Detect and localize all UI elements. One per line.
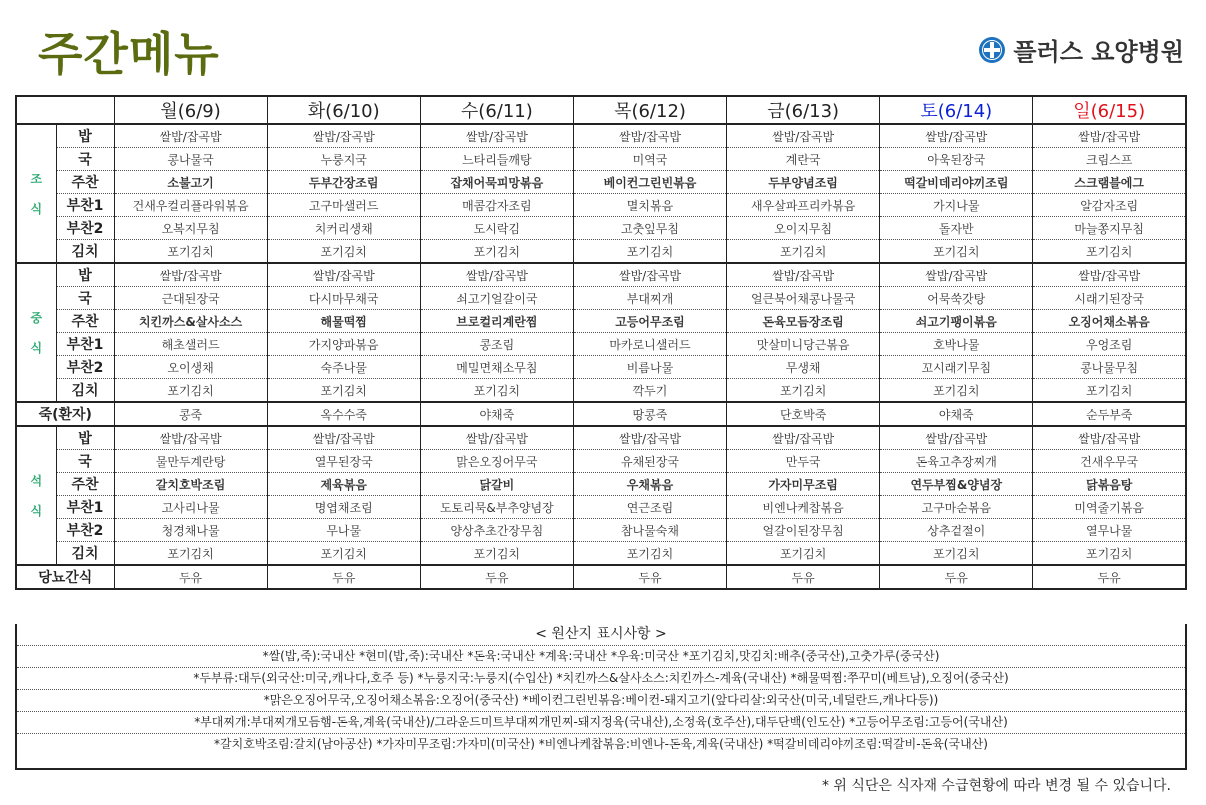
dish-cell: 포기김치 [420,240,573,264]
dish-cell: 쌀밥/잡곡밥 [114,263,267,287]
dish-cell: 새우살파프리카볶음 [727,194,880,217]
dish-cell: 쌀밥/잡곡밥 [267,426,420,450]
dish-cell: 도시락김 [420,217,573,240]
dish-cell: 치커리생채 [267,217,420,240]
dish-cell: 마늘쫑지무침 [1033,217,1186,240]
dish-cell: 쌀밥/잡곡밥 [267,124,420,148]
dish-cell: 맛살미니당근볶음 [727,333,880,356]
dish-cell: 포기김치 [114,379,267,403]
origin-line: *쌀(밥,죽):국내산 *현미(밥,죽):국내산 *돈육:국내산 *계육:국내산 *우육:미국산 *포기김치,맛김치:배추(중국산),고춧가루(중국산) [17,646,1185,668]
dish-cell: 명엽채조림 [267,496,420,519]
dish-cell: 포기김치 [114,542,267,566]
menu-row [16,333,1186,356]
dish-cell: 메밀면채소무침 [420,356,573,379]
menu-row [16,496,1186,519]
dish-cell: 쌀밥/잡곡밥 [1033,124,1186,148]
dish-cell: 해초샐러드 [114,333,267,356]
dish-cell: 누룽지국 [267,148,420,171]
menu-row [16,148,1186,171]
meal-label-char: 조 [30,171,43,186]
dish-cell: 쇠고기팽이볶음 [880,310,1033,333]
dish-cell: 고등어무조림 [573,310,726,333]
day-header: 월(6/9) [114,96,267,124]
dish-cell: 미역줄기볶음 [1033,496,1186,519]
dish-cell: 순두부죽 [1033,402,1186,426]
weekly-menu-table [15,95,1187,590]
dish-cell: 연근조림 [573,496,726,519]
dish-cell: 비름나물 [573,356,726,379]
hospital-brand [979,32,1184,67]
dish-cell: 콩나물무침 [1033,356,1186,379]
dish-cell: 두유 [1033,565,1186,589]
dish-cell: 청경채나물 [114,519,267,542]
dish-cell: 땅콩죽 [573,402,726,426]
dish-cell: 해물떡찜 [267,310,420,333]
dish-cell: 두유 [727,565,880,589]
dish-cell: 무생채 [727,356,880,379]
meal-label-char: 중 [30,310,43,325]
category-label: 부찬1 [56,333,114,356]
dish-cell: 갈치호박조림 [114,473,267,496]
dish-cell: 참나물숙채 [573,519,726,542]
category-label: 국 [56,450,114,473]
origin-heading: < 원산지 표시사항 > [17,624,1185,646]
dish-cell: 오징어채소볶음 [1033,310,1186,333]
dish-cell: 느타리들깨탕 [420,148,573,171]
menu-row [16,402,1186,426]
dish-cell: 스크램블에그 [1033,171,1186,194]
meal-label [16,263,56,402]
dish-cell: 포기김치 [1033,379,1186,403]
dish-cell: 두유 [114,565,267,589]
dish-cell: 쌀밥/잡곡밥 [727,263,880,287]
meal-label-char: 식 [30,201,43,216]
dish-cell: 마카로니샐러드 [573,333,726,356]
category-label: 밥 [56,263,114,287]
dish-cell: 두유 [267,565,420,589]
dish-cell: 잡채어묵피망볶음 [420,171,573,194]
category-label: 부찬2 [56,519,114,542]
menu-row [16,240,1186,264]
category-label: 밥 [56,124,114,148]
dish-cell: 쌀밥/잡곡밥 [114,426,267,450]
dish-cell: 매콤감자조림 [420,194,573,217]
dish-cell: 쌀밥/잡곡밥 [573,263,726,287]
origin-line: *두부류:대두(외국산:미국,캐나다,호주 등) *누룽지국:누룽지(수입산) *치킨까스&살사소스:치킨까스-계육(국내산) *해물떡찜:쭈꾸미(베트남),오징어(중국산) [17,668,1185,690]
dish-cell: 포기김치 [880,240,1033,264]
day-header: 일(6/15) [1033,96,1186,124]
menu-row [16,426,1186,450]
dish-cell: 맑은오징어무국 [420,450,573,473]
category-label: 주찬 [56,171,114,194]
dish-cell: 계란국 [727,148,880,171]
header-corner [16,96,114,124]
category-label: 주찬 [56,310,114,333]
category-label: 김치 [56,379,114,403]
category-label: 당뇨간식 [16,565,114,589]
dish-cell: 쌀밥/잡곡밥 [880,124,1033,148]
menu-row [16,287,1186,310]
dish-cell: 우채볶음 [573,473,726,496]
dish-cell: 치킨까스&살사소스 [114,310,267,333]
dish-cell: 쌀밥/잡곡밥 [727,124,880,148]
meal-label-char: 석 [30,473,43,488]
dish-cell: 브로컬리계란찜 [420,310,573,333]
dish-cell: 포기김치 [573,542,726,566]
dish-cell: 숙주나물 [267,356,420,379]
day-header: 목(6/12) [573,96,726,124]
dish-cell: 고구마순볶음 [880,496,1033,519]
dish-cell: 다시마무채국 [267,287,420,310]
dish-cell: 멸치볶음 [573,194,726,217]
menu-row [16,542,1186,566]
dish-cell: 베이컨그린빈볶음 [573,171,726,194]
category-label: 김치 [56,240,114,264]
dish-cell: 비엔나케찹볶음 [727,496,880,519]
dish-cell: 쌀밥/잡곡밥 [727,426,880,450]
dish-cell: 도토리묵&부추양념장 [420,496,573,519]
dish-cell: 닭갈비 [420,473,573,496]
category-label: 부찬2 [56,356,114,379]
dish-cell: 쌀밥/잡곡밥 [573,426,726,450]
dish-cell: 근대된장국 [114,287,267,310]
dish-cell: 포기김치 [573,240,726,264]
menu-row [16,194,1186,217]
meal-label [16,124,56,263]
dish-cell: 깍두기 [573,379,726,403]
menu-row [16,124,1186,148]
dish-cell: 포기김치 [1033,240,1186,264]
dish-cell: 포기김치 [267,240,420,264]
dish-cell: 야채죽 [880,402,1033,426]
dish-cell: 꼬시래기무침 [880,356,1033,379]
day-header: 화(6/10) [267,96,420,124]
dish-cell: 돈육고추장찌개 [880,450,1033,473]
day-header-row [16,96,1186,124]
footnote: * 위 식단은 식자재 수급현황에 따라 변경 될 수 있습니다. [821,778,1171,794]
category-label: 부찬1 [56,496,114,519]
dish-cell: 쌀밥/잡곡밥 [420,124,573,148]
origin-line: *갈치호박조림:갈치(남아공산) *가자미무조림:가자미(미국산) *비엔나케찹볶음:비엔나-돈육,계육(국내산) *떡갈비데리야끼조림:떡갈비-돈육(국내산) [214,737,988,751]
brand-name: 플러스 요양병원 [1013,38,1184,66]
dish-cell: 가자미무조림 [727,473,880,496]
category-label: 김치 [56,542,114,566]
dish-cell: 오이지무침 [727,217,880,240]
dish-cell: 돌자반 [880,217,1033,240]
dish-cell: 물만두계란탕 [114,450,267,473]
dish-cell: 포기김치 [420,542,573,566]
category-label: 국 [56,148,114,171]
dish-cell: 닭볶음탕 [1033,473,1186,496]
dish-cell: 유채된장국 [573,450,726,473]
dish-cell: 포기김치 [727,542,880,566]
dish-cell: 알감자조림 [1033,194,1186,217]
dish-cell: 건새우컬리플라워볶음 [114,194,267,217]
dish-cell: 쇠고기얼갈이국 [420,287,573,310]
dish-cell: 포기김치 [880,379,1033,403]
dish-cell: 야채죽 [420,402,573,426]
page-title: 주간메뉴 [38,27,220,81]
category-label: 국 [56,287,114,310]
meal-label [16,426,56,565]
dish-cell: 건새우무국 [1033,450,1186,473]
dish-cell: 얼큰북어채콩나물국 [727,287,880,310]
day-header: 토(6/14) [880,96,1033,124]
dish-cell: 두유 [420,565,573,589]
dish-cell: 제육볶음 [267,473,420,496]
dish-cell: 두유 [573,565,726,589]
dish-cell: 가지나물 [880,194,1033,217]
dish-cell: 양상추초간장무침 [420,519,573,542]
dish-cell: 얼갈이된장무침 [727,519,880,542]
dish-cell: 포기김치 [420,379,573,403]
dish-cell: 시래기된장국 [1033,287,1186,310]
dish-cell: 두부간장조림 [267,171,420,194]
dish-cell: 콩나물국 [114,148,267,171]
dish-cell: 아욱된장국 [880,148,1033,171]
dish-cell: 쌀밥/잡곡밥 [267,263,420,287]
category-label: 주찬 [56,473,114,496]
dish-cell: 상추겉절이 [880,519,1033,542]
dish-cell: 포기김치 [1033,542,1186,566]
origin-line: *맑은오징어무국,오징어채소볶음:오징어(중국산) *베이컨그린빈볶음:베이컨-돼지고기(앞다리살:외국산(미국,네덜란드,캐나다등)) [17,690,1185,712]
menu-row [16,263,1186,287]
dish-cell: 부대찌개 [573,287,726,310]
day-header: 수(6/11) [420,96,573,124]
category-label: 죽(환자) [16,402,114,426]
menu-row [16,379,1186,403]
origin-notice [15,624,1187,770]
cross-circle-icon [979,37,1005,63]
menu-row [16,310,1186,333]
dish-cell: 소불고기 [114,171,267,194]
dish-cell: 어묵쑥갓탕 [880,287,1033,310]
dish-cell: 포기김치 [267,379,420,403]
dish-cell: 고춧잎무침 [573,217,726,240]
dish-cell: 포기김치 [114,240,267,264]
dish-cell: 포기김치 [267,542,420,566]
dish-cell: 두부양념조림 [727,171,880,194]
dish-cell: 콩죽 [114,402,267,426]
dish-cell: 떡갈비데리야끼조림 [880,171,1033,194]
dish-cell: 쌀밥/잡곡밥 [880,263,1033,287]
dish-cell: 쌀밥/잡곡밥 [1033,426,1186,450]
dish-cell: 포기김치 [727,240,880,264]
menu-row [16,171,1186,194]
dish-cell: 옥수수죽 [267,402,420,426]
dish-cell: 열무나물 [1033,519,1186,542]
dish-cell: 열무된장국 [267,450,420,473]
category-label: 부찬2 [56,217,114,240]
menu-row [16,473,1186,496]
dish-cell: 고사리나물 [114,496,267,519]
day-header: 금(6/13) [727,96,880,124]
category-label: 밥 [56,426,114,450]
menu-row [16,217,1186,240]
origin-line: *부대찌개:부대찌개모듬햄-돈육,계육(국내산)/그라운드미트부대찌개민찌-돼지정육(국내산),소정육(호주산),대두단백(인도산) *고등어무조림:고등어(국내산) [17,712,1185,734]
meal-label-char: 식 [30,340,43,355]
dish-cell: 크림스프 [1033,148,1186,171]
category-label: 부찬1 [56,194,114,217]
dish-cell: 쌀밥/잡곡밥 [114,124,267,148]
dish-cell: 고구마샐러드 [267,194,420,217]
dish-cell: 포기김치 [727,379,880,403]
menu-row [16,565,1186,589]
dish-cell: 포기김치 [880,542,1033,566]
dish-cell: 돈육모듬장조림 [727,310,880,333]
dish-cell: 만두국 [727,450,880,473]
dish-cell: 쌀밥/잡곡밥 [420,426,573,450]
menu-row [16,519,1186,542]
dish-cell: 쌀밥/잡곡밥 [880,426,1033,450]
menu-row [16,450,1186,473]
dish-cell: 두유 [880,565,1033,589]
menu-row [16,356,1186,379]
dish-cell: 콩조림 [420,333,573,356]
dish-cell: 가지양파볶음 [267,333,420,356]
dish-cell: 오복지무침 [114,217,267,240]
dish-cell: 연두부찜&양념장 [880,473,1033,496]
dish-cell: 쌀밥/잡곡밥 [420,263,573,287]
dish-cell: 단호박죽 [727,402,880,426]
dish-cell: 호박나물 [880,333,1033,356]
dish-cell: 쌀밥/잡곡밥 [1033,263,1186,287]
dish-cell: 오이생채 [114,356,267,379]
dish-cell: 우엉조림 [1033,333,1186,356]
dish-cell: 쌀밥/잡곡밥 [573,124,726,148]
meal-label-char: 식 [30,503,43,518]
dish-cell: 무나물 [267,519,420,542]
dish-cell: 미역국 [573,148,726,171]
